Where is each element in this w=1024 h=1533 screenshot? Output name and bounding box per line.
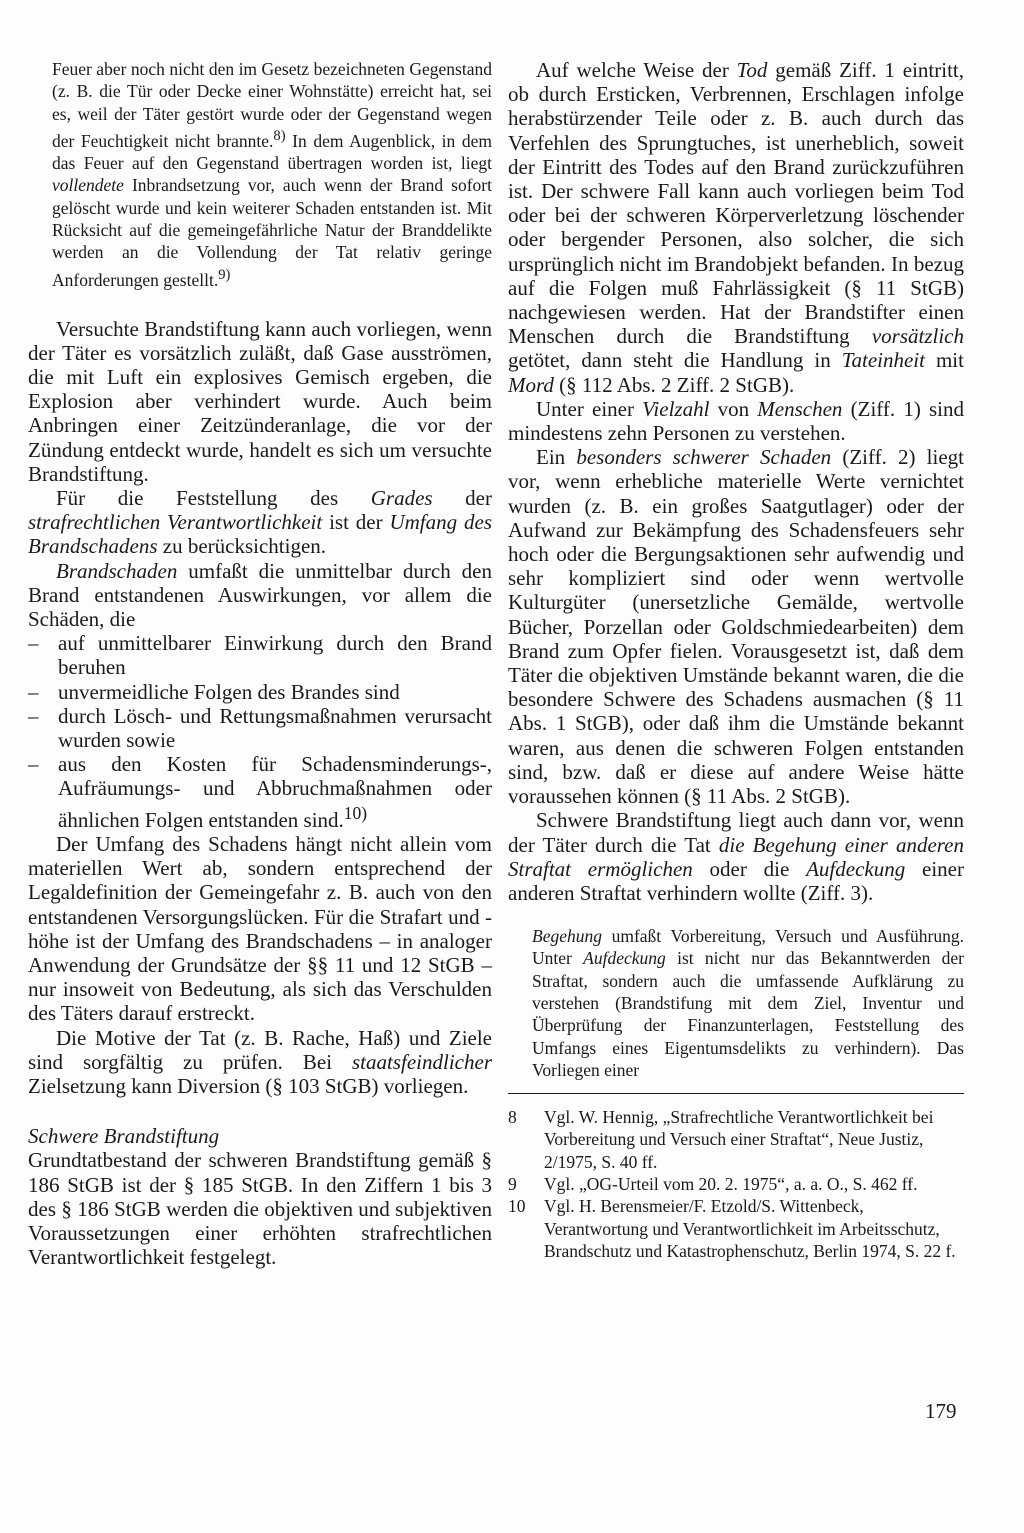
list-item: – auf unmittelbarer Einwirkung durch den Brand beruhen — [28, 631, 492, 679]
section-heading: Schwere Brandstiftung — [28, 1124, 220, 1149]
italic-run: Grades — [370, 486, 433, 511]
page-number: 179 — [925, 1399, 957, 1423]
text-run: einer anderen Straftat verhindern wollte (Ziff. 3). — [508, 856, 964, 905]
italic-run: staatsfeindlicher — [352, 1049, 492, 1074]
body-paragraph — [28, 1026, 492, 1099]
footnote-ref: 8) — [273, 127, 286, 144]
italic-run: Tod — [736, 58, 768, 82]
body-paragraph: Versuchte Brandstiftung kann auch vorliegen, wenn der Täter es vorsätzlich zuläßt, daß Gase ausströmen, die mit Luft ein explosives Gemisch ergeben, die Explosion aber verhindert wurde. Auch beim Anbringen einer Zeitzünderanlage, die vor der Zündung entdeckt wurde, handelt es sich um versuchte Brandstiftung. — [28, 316, 492, 486]
italic-run: strafrechtlichen Verantwortlichkeit — [28, 510, 323, 535]
body-paragraph — [508, 808, 964, 905]
dash-list — [28, 631, 492, 832]
footnote-text: Vgl. „OG-Urteil vom 20. 2. 1975“, a. a. O., S. 462 ff. — [544, 1174, 918, 1195]
text-run: getötet, dann steht die Handlung in — [508, 348, 842, 373]
footnote-text: Vgl. W. Hennig, „Strafrechtliche Verantwortlichkeit bei Vorbereitung und Versuch einer Straftat“, Neue Justiz, 2/1975, S. 40 ff. — [544, 1107, 934, 1172]
list-item: – durch Lösch- und Rettungsmaßnahmen verursacht wurden sowie — [28, 704, 492, 752]
body-paragraph: Der Umfang des Schadens hängt nicht allein vom materiellen Wert ab, sondern entsprechend der Legaldefinition der Gemeingefahr z. B. auch von den entstandenen Versorgungslücken. Für die Strafart und -höhe ist der Umfang des Brandschadens – in analoger Anwendung der Grundsätze der §§ 11 und 12 StGB – nur insoweit von Bedeutung, als sich das Verschulden des Täters darauf erstreckt. — [28, 831, 492, 1026]
italic-run: Aufdeckung — [806, 856, 906, 881]
italic-run: Vielzahl — [642, 396, 710, 421]
text-run: von — [709, 396, 758, 421]
body-paragraph — [508, 397, 964, 445]
body-paragraph — [28, 559, 492, 632]
italic-run: Brandschaden — [56, 558, 178, 583]
footnote-ref: 9) — [218, 266, 231, 283]
inset-paragraph — [508, 925, 964, 1081]
italic-run: Menschen — [757, 396, 843, 421]
list-item: – unvermeidliche Folgen des Brandes sind — [28, 680, 492, 704]
text-run: Unter einer — [536, 396, 643, 421]
italic-run: vollendete — [52, 175, 124, 196]
footnote-ref: 10) — [343, 802, 368, 823]
text-run: Ein — [536, 445, 577, 470]
footnote-8 — [508, 1106, 964, 1173]
text-run: In dem Augenblick, in dem das Feuer auf den Gegenstand übertragen worden ist, liegt — [52, 130, 492, 174]
footnote-text: Vgl. H. Berensmeier/F. Etzold/S. Wittenbeck, Verantwortung und Verantwortlichkeit im Arbeitsschutz, Brandschutz und Katastrophenschutz, Berlin 1974, S. 22 f. — [544, 1196, 956, 1261]
text-run: Schwere Brandstiftung liegt auch dann vor, wenn der Täter durch die Tat — [508, 808, 964, 857]
footnote-number: 8 — [508, 1107, 517, 1128]
text-run: ist der — [322, 510, 390, 535]
italic-run: Mord — [508, 372, 554, 397]
italic-run: Tateinheit — [841, 348, 925, 373]
italic-run: Begehung — [532, 926, 602, 947]
text-run: ist nicht nur das Bekanntwerden der Straftat, sondern auch die umfassende Aufklärung zu verstehen (Brandstifung mit dem Ziel, Inventur und Überprüfung der Finanzunterlagen, Feststellung des Umfangs eines Eigentumsdelikts zu verhindern). Das Vorliegen einer — [532, 948, 964, 1080]
footnote-number: 10 — [508, 1196, 526, 1217]
text-run: gemäß Ziff. 1 eintritt, ob durch Ersticken, Verbrennen, Erschlagen infolge herabstürzender Teile oder z. B. auch durch das Verfehlen des Sprungtuches, ist unerheblich, soweit der Eintritt des Todes auf den Brand zurückzuführen ist. Der schwere Fall kann auch vorliegen beim Tod oder bei der schweren Körperverletzung löschender oder bergender Personen, also solcher, die sich ursprünglich nicht im Brandobjekt befanden. In bezug auf die Folgen muß Fahrlässigkeit (§ 11 StGB) nachgewiesen werden. Hat der Brandstifter einen Menschen durch die Brandstiftung — [508, 58, 964, 349]
text-run: aus den Kosten für Schadensminderungs-, Aufräumungs- und Abbruchmaßnahmen oder ähnlichen Folgen entstanden sind. — [58, 752, 492, 832]
footnote-10 — [508, 1195, 964, 1262]
text-run: (Ziff. 1) sind mindestens zehn Personen zu verstehen. — [508, 396, 964, 446]
text-run: Inbrandsetzung vor, auch wenn der Brand sofort gelöscht wurde und kein weiterer Schaden entstanden ist. Mit Rücksicht auf die gemeingefährliche Natur der Branddelikte werden an die Vollendung der Tat relativ geringe Anforderungen gestellt. — [52, 175, 492, 290]
right-column — [508, 58, 964, 1262]
text-run: Auf welche Weise der — [536, 58, 737, 82]
footnote-9 — [508, 1173, 964, 1195]
text-run: umfaßt Vorbereitung, Versuch und Ausführung. Unter — [532, 926, 964, 969]
text-run: Die Motive der Tat (z. B. Rache, Haß) und Ziele sind sorgfältig zu prüfen. Bei — [28, 1025, 492, 1074]
left-column — [28, 58, 492, 1269]
italic-run: besonders schwerer Schaden — [576, 445, 832, 470]
text-run: (§ 112 Abs. 2 Ziff. 2 StGB). — [553, 372, 795, 397]
text-run: Für die Feststellung des — [56, 486, 371, 511]
text-run: der — [432, 486, 492, 511]
text-run: Zielsetzung kann Diversion (§ 103 StGB) vorliegen. — [28, 1073, 469, 1098]
italic-run: Umfang des Brandschadens — [28, 510, 492, 559]
italic-run: Aufdeckung — [583, 948, 666, 969]
text-run: oder die — [692, 856, 807, 881]
text-run: Feuer aber noch nicht den im Gesetz bezeichneten Gegenstand (z. B. die Tür oder Decke einer Wohnstätte) erreicht hat, sei es, weil der Täter gestört wurde oder der Gegenstand wegen der Feuchtigkeit nicht brannte. — [52, 59, 492, 151]
italic-run: vorsätzlich — [871, 324, 964, 349]
text-run: umfaßt die unmittelbar durch den Brand entstandenen Auswirkungen, vor allem die Schäden, die — [28, 558, 492, 632]
text-run: (Ziff. 2) liegt vor, wenn erhebliche materielle Werte vernichtet wurden (z. B. ein großes Saatgutlager) oder der Aufwand zur Bekämpfung des Schadensfeuers sehr hoch oder die Bergungsaktionen sehr aufwendig und sehr kompliziert sind oder wenn wertvolle Kulturgüter (unersetzliche Gemälde, wertvolle Bücher, Porzellan oder Goldschmiedearbeiten) dem Brand zum Opfer fielen. Vorausgesetzt ist, daß dem Täter die objektiven Umstände bekannt waren, die die besondere Schwere des Schadens ausmachen (§ 11 Abs. 1 StGB), oder daß ihm die Umstände bekannt waren, aus denen die schweren Folgen entstanden sind, bzw. daß er diese auf andere Weise hätte voraussehen können (§ 11 Abs. 2 StGB). — [508, 445, 964, 809]
body-paragraph: Grundtatbestand der schweren Brandstiftung gemäß § 186 StGB ist der § 185 StGB. In den Ziffern 1 bis 3 des § 186 StGB werden die objektiven und subjektiven Voraussetzungen einer erhöhten strafrechtlichen Verantwortlichkeit festgelegt. — [28, 1148, 492, 1270]
footnote-divider — [508, 1093, 964, 1094]
text-run: zu berücksichtigen. — [157, 534, 327, 559]
body-paragraph — [508, 445, 964, 808]
italic-run: die Begehung einer anderen Straftat ermöglichen — [508, 832, 964, 881]
footnote-number: 9 — [508, 1174, 517, 1195]
list-item — [28, 752, 492, 832]
text-run: mit — [924, 348, 964, 373]
body-paragraph — [508, 58, 964, 397]
inset-paragraph — [28, 58, 492, 291]
body-paragraph — [28, 486, 492, 559]
